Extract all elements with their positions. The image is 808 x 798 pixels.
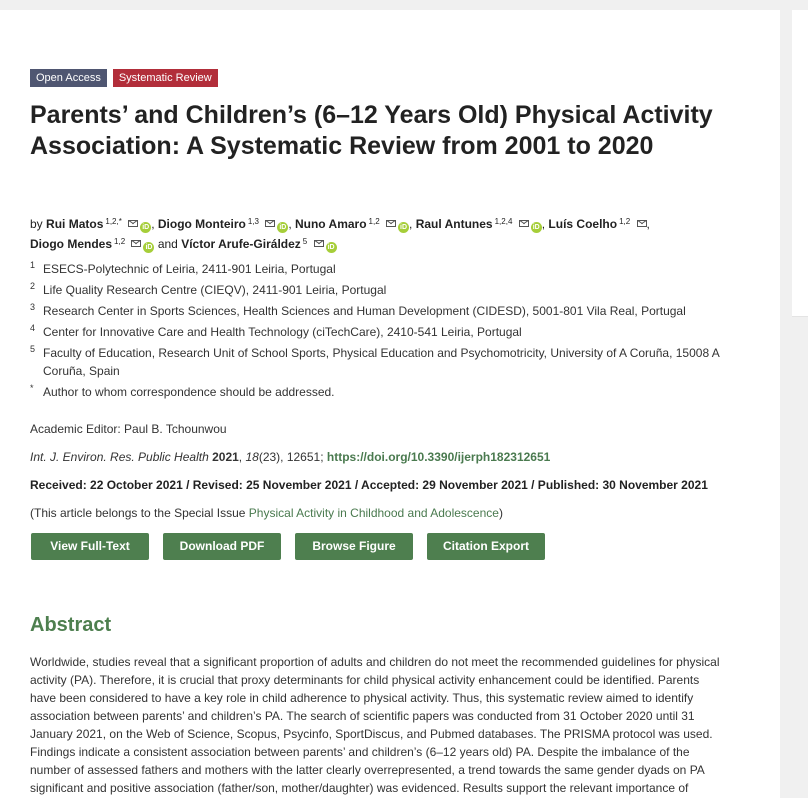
academic-editor: Academic Editor: Paul B. Tchounwou bbox=[30, 422, 227, 436]
right-sidebar-edge bbox=[780, 10, 808, 798]
affiliation-item bbox=[30, 260, 740, 278]
affiliation-item bbox=[30, 323, 740, 341]
action-buttons bbox=[31, 533, 545, 560]
author-affil-sup: 5 bbox=[302, 237, 308, 246]
citation-year: 2021 bbox=[212, 450, 239, 464]
special-issue-prefix: (This article belongs to the Special Issue bbox=[30, 506, 246, 520]
author-affil-sup: 1,2 bbox=[114, 237, 126, 246]
mail-icon[interactable] bbox=[386, 220, 396, 227]
affiliation-text: Author to whom correspondence should be addressed. bbox=[43, 385, 335, 399]
orcid-icon[interactable]: iD bbox=[532, 224, 540, 231]
author-affil-sup: 1,2 bbox=[368, 217, 380, 226]
citation-volume: 18 bbox=[245, 450, 259, 464]
doi-link[interactable]: https://doi.org/10.3390/ijerph182312651 bbox=[326, 450, 551, 464]
author-affil-sup: 1,2,4 bbox=[494, 217, 513, 226]
publication-dates: Received: 22 October 2021 / Revised: 25 November 2021 / Accepted: 29 November 2021 / Published: 30 November 2021 bbox=[30, 478, 708, 492]
author-name[interactable]: Raul Antunes bbox=[415, 217, 493, 231]
author-name[interactable]: Diogo Mendes bbox=[30, 237, 113, 251]
author-affil-sup: 1,2,* bbox=[105, 217, 122, 226]
article-title: Parents’ and Children’s (6–12 Years Old) Physical Activity Association: A Systematic Review from 2001 to 2020 bbox=[30, 101, 713, 160]
affiliation-text: Faculty of Education, Research Unit of School Sports, Physical Education and Psychomotricity, University of A Coruña, 15008 A Coruña, Spain bbox=[43, 346, 720, 378]
open-access-badge[interactable]: Open Access bbox=[30, 69, 107, 87]
and-label: and bbox=[157, 237, 178, 251]
author-name[interactable]: Nuno Amaro bbox=[294, 217, 367, 231]
mail-icon[interactable] bbox=[265, 220, 275, 227]
orcid-icon[interactable]: iD bbox=[327, 244, 335, 251]
affiliation-text: ESECS-Polytechnic of Leiria, 2411-901 Leiria, Portugal bbox=[43, 262, 336, 276]
affiliation-item bbox=[30, 302, 740, 320]
mail-icon[interactable] bbox=[519, 220, 529, 227]
affiliation-text: Research Center in Sports Sciences, Health Sciences and Human Development (CIDESD), 5001-801 Vila Real, Portugal bbox=[43, 304, 686, 318]
special-issue-line bbox=[30, 505, 750, 521]
author-list: by Rui Matos $^{1,2,*}$ iD , Diogo Monteiro $^{1,3}$ iD , Nuno Amaro $^{1,2}$ iD , Raul Antunes $^{1,2,4}$ iD , Luís Coelho $^{1,2}$ , Diogo Mendes $^{1,2}$ iD and Víctor Arufe-Giráldez $^5$ iD bbox=[30, 217, 650, 251]
affiliation-number: 2 bbox=[30, 281, 36, 291]
browse-figure-button[interactable]: Browse Figure bbox=[295, 533, 413, 560]
affiliation-text: Life Quality Research Centre (CIEQV), 2411-901 Leiria, Portugal bbox=[43, 283, 387, 297]
affiliation-number: 5 bbox=[30, 344, 36, 354]
view-full-text-button[interactable]: View Full-Text bbox=[31, 533, 149, 560]
mail-icon[interactable] bbox=[314, 240, 324, 247]
special-issue-link[interactable]: Physical Activity in Childhood and Adolescence bbox=[248, 506, 499, 520]
affiliation-number: 3 bbox=[30, 302, 36, 312]
sidebar-panel bbox=[792, 10, 808, 317]
affiliation-number: 4 bbox=[30, 323, 36, 333]
article-type-badge[interactable]: Systematic Review bbox=[113, 69, 218, 87]
affiliation-number: * bbox=[30, 383, 34, 393]
journal-name: Int. J. Environ. Res. Public Health bbox=[30, 450, 209, 464]
citation-line: Int. J. Environ. Res. Public Health 2021, 18(23), 12651; https://doi.org/10.3390/ijerph182312651 bbox=[30, 450, 551, 464]
orcid-icon[interactable]: iD bbox=[400, 224, 408, 231]
author-name[interactable]: Diogo Monteiro bbox=[157, 217, 246, 231]
mail-icon[interactable] bbox=[128, 220, 138, 227]
affiliation-item bbox=[30, 383, 740, 401]
citation-issue: (23), 12651; bbox=[258, 450, 324, 464]
badge-row bbox=[30, 69, 218, 87]
mail-icon[interactable] bbox=[637, 220, 647, 227]
article-card bbox=[0, 10, 780, 798]
orcid-icon[interactable]: iD bbox=[279, 224, 287, 231]
affiliation-number: 1 bbox=[30, 260, 36, 270]
author-affil-sup: 1,2 bbox=[619, 217, 631, 226]
orcid-icon[interactable]: iD bbox=[142, 224, 150, 231]
orcid-icon[interactable]: iD bbox=[145, 244, 153, 251]
author-name[interactable]: Luís Coelho bbox=[548, 217, 618, 231]
author-affil-sup: 1,3 bbox=[247, 217, 259, 226]
affiliation-text: Center for Innovative Care and Health Technology (ciTechCare), 2410-541 Leiria, Portugal bbox=[43, 325, 522, 339]
affiliation-item bbox=[30, 344, 740, 380]
affiliation-list bbox=[30, 260, 740, 404]
abstract-heading: Abstract bbox=[30, 614, 112, 636]
mail-icon[interactable] bbox=[131, 240, 141, 247]
special-issue-suffix: ) bbox=[498, 506, 503, 520]
citation-export-button[interactable]: Citation Export bbox=[427, 533, 545, 560]
author-name[interactable]: Víctor Arufe-Giráldez bbox=[181, 237, 301, 251]
affiliation-item bbox=[30, 281, 740, 299]
by-label: by bbox=[30, 217, 43, 231]
abstract-text: Worldwide, studies reveal that a significant proportion of adults and children do not meet the recommended guidelines for physical activity (PA). Therefore, it is crucial that proxy determinants for child physical activity enhancement could be identified. Parents have been considered to have a key role in child adherence to physical activity. Thus, this systematic review aimed to identify association between parents’ and children’s PA. The search of scientific papers was conducted from 31 October 2020 until 31 January 2021, on the Web of Science, Scopus, Psycinfo, SportDiscus, and Pubmed databases. The PRISMA protocol was used. Findings indicate a consistent association between parents’ and children’s (6–12 years old) PA. Despite the imbalance of the number of assessed fathers and mothers with the latter clearly overrepresented, a trend towards the same gender dyads on PA significant and positive association (father/son, mother/daughter) was evidenced. Results support the relevant importance of bbox=[30, 655, 720, 795]
author-name[interactable]: Rui Matos bbox=[46, 217, 104, 231]
download-pdf-button[interactable]: Download PDF bbox=[163, 533, 281, 560]
